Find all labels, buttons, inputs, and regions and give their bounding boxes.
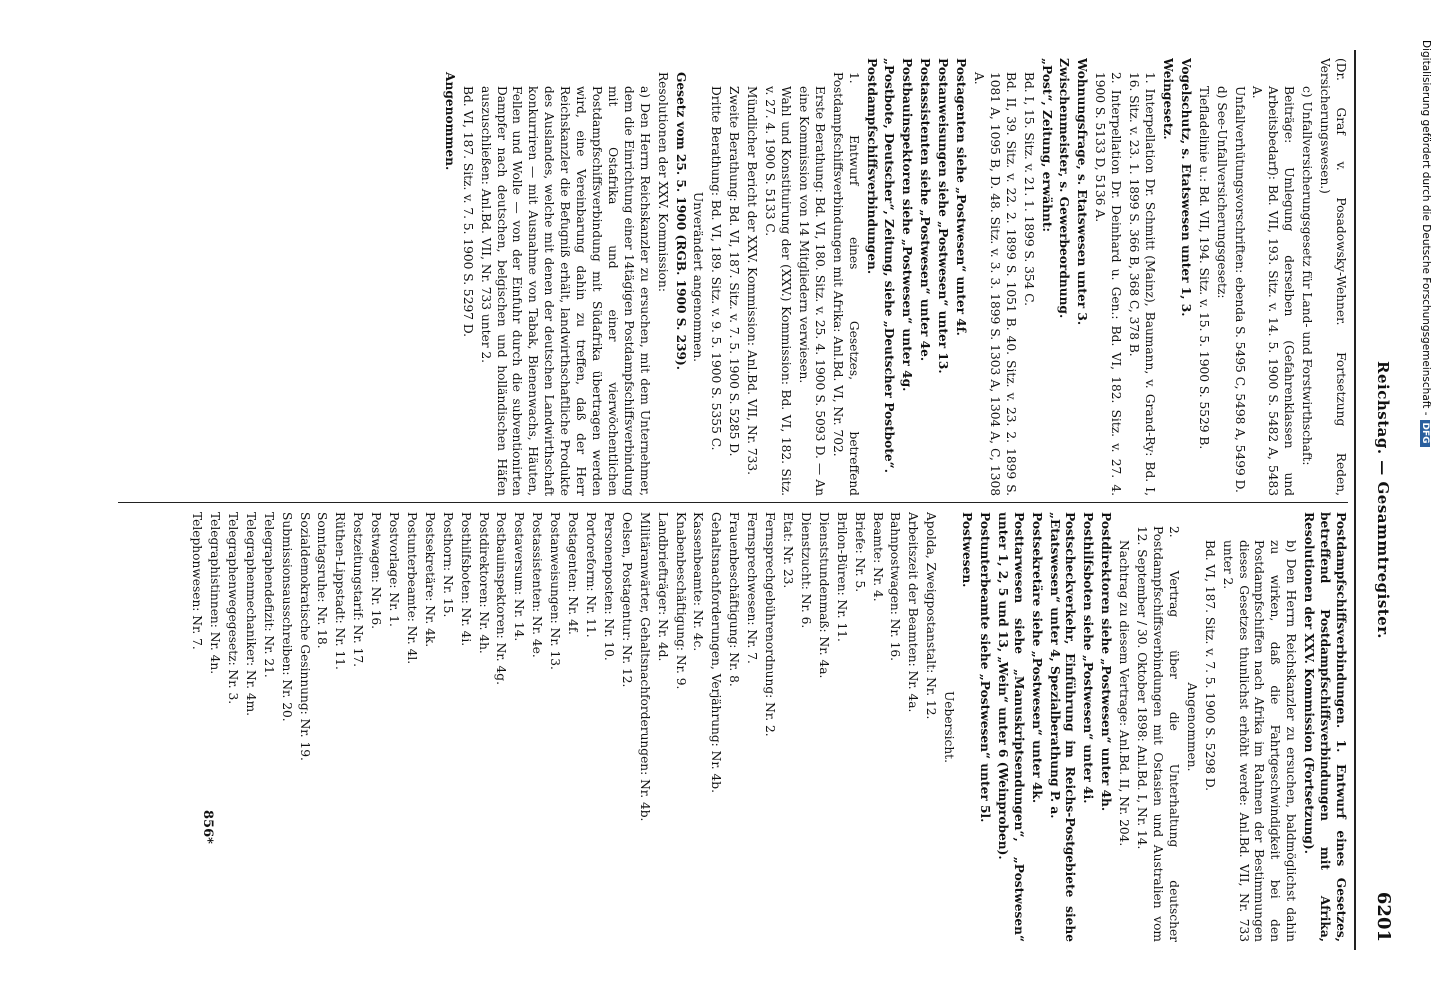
index-entry-line: Postzeitungstarif: Nr. 17. — [351, 512, 366, 668]
index-entry-heading: Angenommen. — [442, 72, 457, 171]
column-divider — [118, 502, 1348, 503]
index-entry-line: Bd. VI, 187. Sitz. v. 7. 5. 1900 S. 5298 D. — [1202, 540, 1217, 792]
index-entry-line: a) Den Herrn Reichskanzler zu ersuchen, mit dem Unternehmer, dem die Einrichtung einer 14tägigen Postdampfschiffsverbindung mit Ostafrika und einer vierwöchentlichen Postdampfschiffsverbindung mit Südafrika übertragen werden wird, eine Vereinbarung dahin zu treffen, daß der Herr Reichskanzler die Befugniß erhält, landwirthschaftliche Produkte des Auslandes, welche mit denen der deutschen Landwirthschaft konkurriren — mit Ausnahme von Tabak, Bienenwachs, Häuten, Fellen und Wolle — von der Einfuhr durch die subventionirten Dampfer nach deutschen, belgischen und holländischen Häfen auszuschließen: Anl.Bd. VII, Nr. 733 unter 2. — [478, 86, 652, 496]
index-entry-heading: Postdampfschiffsverbindungen. 1. Entwurf eines Gesetzes, betreffend Postdampfschiffsverbindungen mit Afrika, Resolutionen der XXV. Kommission (Fortsetzung). — [1302, 512, 1348, 942]
index-entry-line: Bahnpostwagen: Nr. 16. — [888, 512, 903, 662]
index-entry-line: Postsekretäre: Nr. 4k. — [422, 512, 437, 648]
index-entry-heading: Postagenten siehe „Postwesen“ unter 4f. — [954, 58, 969, 336]
dfg-logo-badge: DFG — [1420, 420, 1430, 447]
index-entry-line: Bd. I, 15. Sitz. v. 21. 1. 1899 S. 354 C. — [1021, 72, 1036, 307]
index-entry-line: Apolda, Zweigpostanstalt: Nr. 12. — [924, 512, 939, 720]
index-entry-line: Unverändert angenommen. — [691, 191, 706, 363]
index-entry-line: Sonntagsruhe: Nr. 18. — [315, 512, 330, 649]
index-entry-line: Beiträge: Umlegung derselben (Gefahrenklassen und Arbeitsbedarf): Bd. VII, 193. Sitz. v. 14. 5. 1900 S. 5482 A, 5483 A. — [1250, 86, 1297, 496]
index-entry-line: Posthorn: Nr. 15. — [440, 512, 455, 618]
page-number: 6201 — [1373, 891, 1394, 942]
index-entry-line: Submissionsausschreiben: Nr. 20. — [279, 512, 294, 722]
index-entry-line: Telegraphendefizit: Nr. 21. — [261, 512, 276, 678]
index-entry-line: Militäranwärter, Gehaltsnachforderungen: Nr. 4b. — [637, 512, 652, 822]
index-entry-heading: „Post“, Zeitung, erwähnt: — [1039, 58, 1054, 233]
index-entry-line: Fernsprechwesen: Nr. 7. — [745, 512, 760, 664]
index-entry-line: Dritte Berathung: Bd. VI, 189. Sitz. v. 9. 5. 1900 S. 5355 C. — [709, 86, 724, 451]
index-entry-line: Postanweisungen: Nr. 13. — [548, 512, 563, 670]
index-entry-heading: Postassistenten siehe „Postwesen“ unter 4e. — [918, 58, 933, 362]
index-entry-line: b) Den Herrn Reichskanzler zu ersuchen, baldmöglichst dahin zu wirken, daß die Fahrtgeschwindigkeit bei den Postdampfschiffen nach Afrika im Rahmen der Bestimmungen dieses Gesetzes thunlichst erhöht werde: Anl.Bd. VII, Nr. 733 unter 2. — [1220, 540, 1299, 942]
index-entry-line: Telegraphenmechaniker: Nr. 4m. — [243, 512, 258, 717]
index-entry-line: Dienstzucht: Nr. 6. — [798, 512, 813, 629]
index-entry-heading: Postunterbeamte siehe „Postwesen“ unter 5l. — [977, 512, 992, 823]
index-entry-line: Resolutionen der XXV. Kommission: — [655, 72, 670, 292]
index-entry-heading: Postsekretäre siehe „Postwesen“ unter 4k. — [1029, 512, 1044, 804]
index-entry-heading: Posttarwesen siehe „Manuskriptsendungen“, „Postwesen“ unter 1, 2, 5 und 13, „Wein“ unter 6 (Weinproben). — [995, 512, 1026, 942]
index-entry-line: Postagenten: Nr. 4f. — [566, 512, 581, 635]
index-entry-line: Bd. VI, 187. Sitz. v. 7. 5. 1900 S. 5297 D. — [460, 86, 475, 338]
index-entry-line: Postdirektoren: Nr. 4h. — [476, 512, 491, 654]
index-entry-line: Portoreform: Nr. 11. — [584, 512, 599, 638]
index-entry-heading: Posthilfsboten siehe „Postwesen“ unter 4i. — [1081, 512, 1096, 804]
index-entry-line: 1. Interpellation Dr. Schmitt (Mainz), Baumann, v. Grand-Ry: Bd. I, 16. Sitz. v. 23. 1. 1899 S. 366 B, 368 C, 378 B. — [1127, 72, 1158, 496]
index-entry-line: Wahl und Konstituirung der (XXV.) Kommission: Bd. VI, 182. Sitz. v. 27. 4. 1900 S. 5133 C. — [763, 86, 793, 496]
index-entry-heading: Weingesetz. — [1160, 58, 1175, 140]
index-entry-heading: Zwischenmeister, s. Gewerbeordnung. — [1057, 58, 1072, 319]
index-entry-line: Knabenbeschäftigung: Nr. 9. — [673, 512, 688, 690]
index-entry-line: 2. Vertrag über die Unterhaltung deutscher Postdampfschiffsverbindungen mit Ostasien und Australien vom 12. September / 30. Oktober 1898: Anl.Bd. I, Nr. 14. — [1135, 526, 1181, 942]
index-entry-line: Dienststundenmaß: Nr. 4a. — [816, 512, 831, 679]
index-entry-heading: „Postbote, Deutscher“, Zeitung, siehe „Deutscher Postbote“. — [882, 58, 897, 473]
index-entry-line: Briefe: Nr. 5. — [852, 512, 867, 593]
index-entry-line: Postunterbeamte: Nr. 4l. — [404, 512, 419, 665]
index-entry-line: d) See-Unfallversicherungsgesetz: — [1214, 86, 1229, 299]
index-entry-heading: Postscheckverkehr, Einführung im Reichs-Postgebiete siehe „Etatswesen“ unter 4, Spezialberathung P. a. — [1047, 512, 1078, 942]
index-entry-heading: Postdampfschiffsverbindungen. — [864, 58, 879, 275]
index-entry-heading: Gesetz vom 25. 5. 1900 (RGB. 1900 S. 239). — [673, 72, 688, 371]
index-entry-heading: Postwesen. — [960, 512, 975, 588]
index-entry-line: Telephonwesen: Nr. 7. — [190, 512, 205, 650]
digitization-credit — [1420, 40, 1432, 447]
index-entry-line: Kassenbeamte: Nr. 4c. — [691, 512, 706, 652]
index-entry-line: Erste Berathung: Bd. VI, 180. Sitz. v. 25. 4. 1900 S. 5093 D. — An eine Kommission von 14 Mitgliedern verwiesen. — [796, 86, 827, 496]
index-entry-line: Personenposten: Nr. 10. — [601, 512, 616, 661]
index-entry-line: Beamte: Nr. 4. — [870, 512, 885, 602]
index-entry-line: Tiefladelinie u.: Bd. VII, 194. Sitz. v. 15. 5. 1900 S. 5529 B. — [1196, 86, 1211, 450]
index-entry-line: Rüthen-Lippstadt: Nr. 11. — [333, 512, 348, 670]
index-entry-line: Postaversum: Nr. 14. — [512, 512, 527, 642]
index-entry-heading: Postbauinspektoren siehe „Postwesen“ unter 4g. — [900, 58, 915, 392]
running-title: Reichstag. — Gesammtregister. — [1374, 361, 1392, 639]
index-entry-line: Arbeitszeit der Beamten: Nr. 4a. — [906, 512, 921, 713]
index-entry-line: Postwagen: Nr. 16. — [369, 512, 384, 630]
index-page — [100, 50, 1400, 950]
index-entry-line: Telegraphistinnen: Nr. 4n. — [208, 512, 222, 675]
index-entry-line: Postbauinspektoren: Nr. 4g. — [494, 512, 509, 685]
index-entry-line: 1. Entwurf eines Gesetzes, betreffend Postdampfschiffsverbindungen mit Afrika: Anl.Bd. VI, Nr. 702. — [830, 72, 861, 496]
index-entry-heading: Wohnungsfrage, s. Etatswesen unter 3. — [1075, 58, 1090, 326]
index-entry-line: Postvorlage: Nr. 1. — [387, 512, 402, 627]
index-entry-line: Mündlicher Bericht der XXV. Kommission: Anl.Bd. VII, Nr. 733. — [745, 86, 760, 476]
signature-mark: 856* — [200, 810, 215, 844]
right-column — [118, 512, 1348, 942]
index-entry-line: Gehaltsnachforderungen, Verjährung: Nr. 4b. — [709, 512, 724, 793]
index-entry-line: (Dr. Graf v. Posadowsky-Wehner. Fortsetzung Reden, Versicherungswesen.) — [1318, 58, 1348, 496]
index-entry-line: Unfallverhütungsvorschriften: ebenda S. 5495 C, 5498 A, 5499 D. — [1232, 86, 1247, 493]
left-column — [118, 58, 1348, 496]
index-entry-line: Zweite Berathung: Bd. VI, 187. Sitz. v. 7. 5. 1900 S. 5285 D. — [727, 86, 742, 457]
index-entry-line: Landbriefträger: Nr. 4d. — [655, 512, 670, 662]
index-entry-line: Bd. II, 39. Sitz. v. 22. 2. 1899 S. 1051 B. 40. Sitz. v. 23. 2. 1899 S. 1081 A, 1095 B, D. 48. Sitz. v. 3. 3. 1899 S. 1303 A, 1304 A, C, 1308 A. — [971, 72, 1018, 496]
index-entry-heading: Postdirektoren siehe „Postwesen“ unter 4h. — [1099, 512, 1114, 812]
index-entry-line: Uebersicht. — [942, 691, 957, 763]
index-entry-line: Nachtrag zu diesem Vertrage: Anl.Bd. II, Nr. 204. — [1117, 540, 1132, 847]
index-entry-line: Etat: Nr. 23. — [781, 512, 795, 589]
page-header — [1354, 50, 1400, 950]
index-entry-line: Angenommen. — [1184, 682, 1199, 772]
index-entry-line: Telegraphenwegegesetz: Nr. 3. — [225, 512, 240, 705]
index-entry-line: Sozialdemokratische Gesinnung: Nr. 19. — [297, 512, 312, 761]
index-entry-heading: Postanweisungen siehe „Postwesen“ unter 13. — [936, 58, 951, 374]
index-entry-line: Posthilfsboten: Nr. 4i. — [458, 512, 473, 647]
credit-text: Digitalisierung gefördert durch die Deutsche Forschungsgemeinschaft - — [1420, 40, 1432, 416]
index-entry-line: Frauenbeschäftigung: Nr. 8. — [727, 512, 742, 687]
index-entry-line: c) Unfallversicherungsgesetz für Land- und Forstwirthschaft: — [1300, 86, 1315, 466]
index-entry-line: 2. Interpellation Dr. Deinhard u. Gen.: Bd. VI, 182. Sitz. v. 27. 4. 1900 S. 5133 D, 5136 A. — [1093, 72, 1124, 496]
index-entry-line: Brilon-Büren: Nr. 11. — [834, 512, 849, 642]
index-entry-line: Oelsen, Postagentur: Nr. 12. — [619, 512, 634, 688]
index-entry-line: Fernsprechgebührenordnung: Nr. 2. — [763, 512, 778, 737]
index-entry-line: Postassistenten: Nr. 4e. — [530, 512, 545, 658]
index-entry-heading: Vogelschutz, s. Etatswesen unter 1, 3. — [1178, 58, 1193, 317]
